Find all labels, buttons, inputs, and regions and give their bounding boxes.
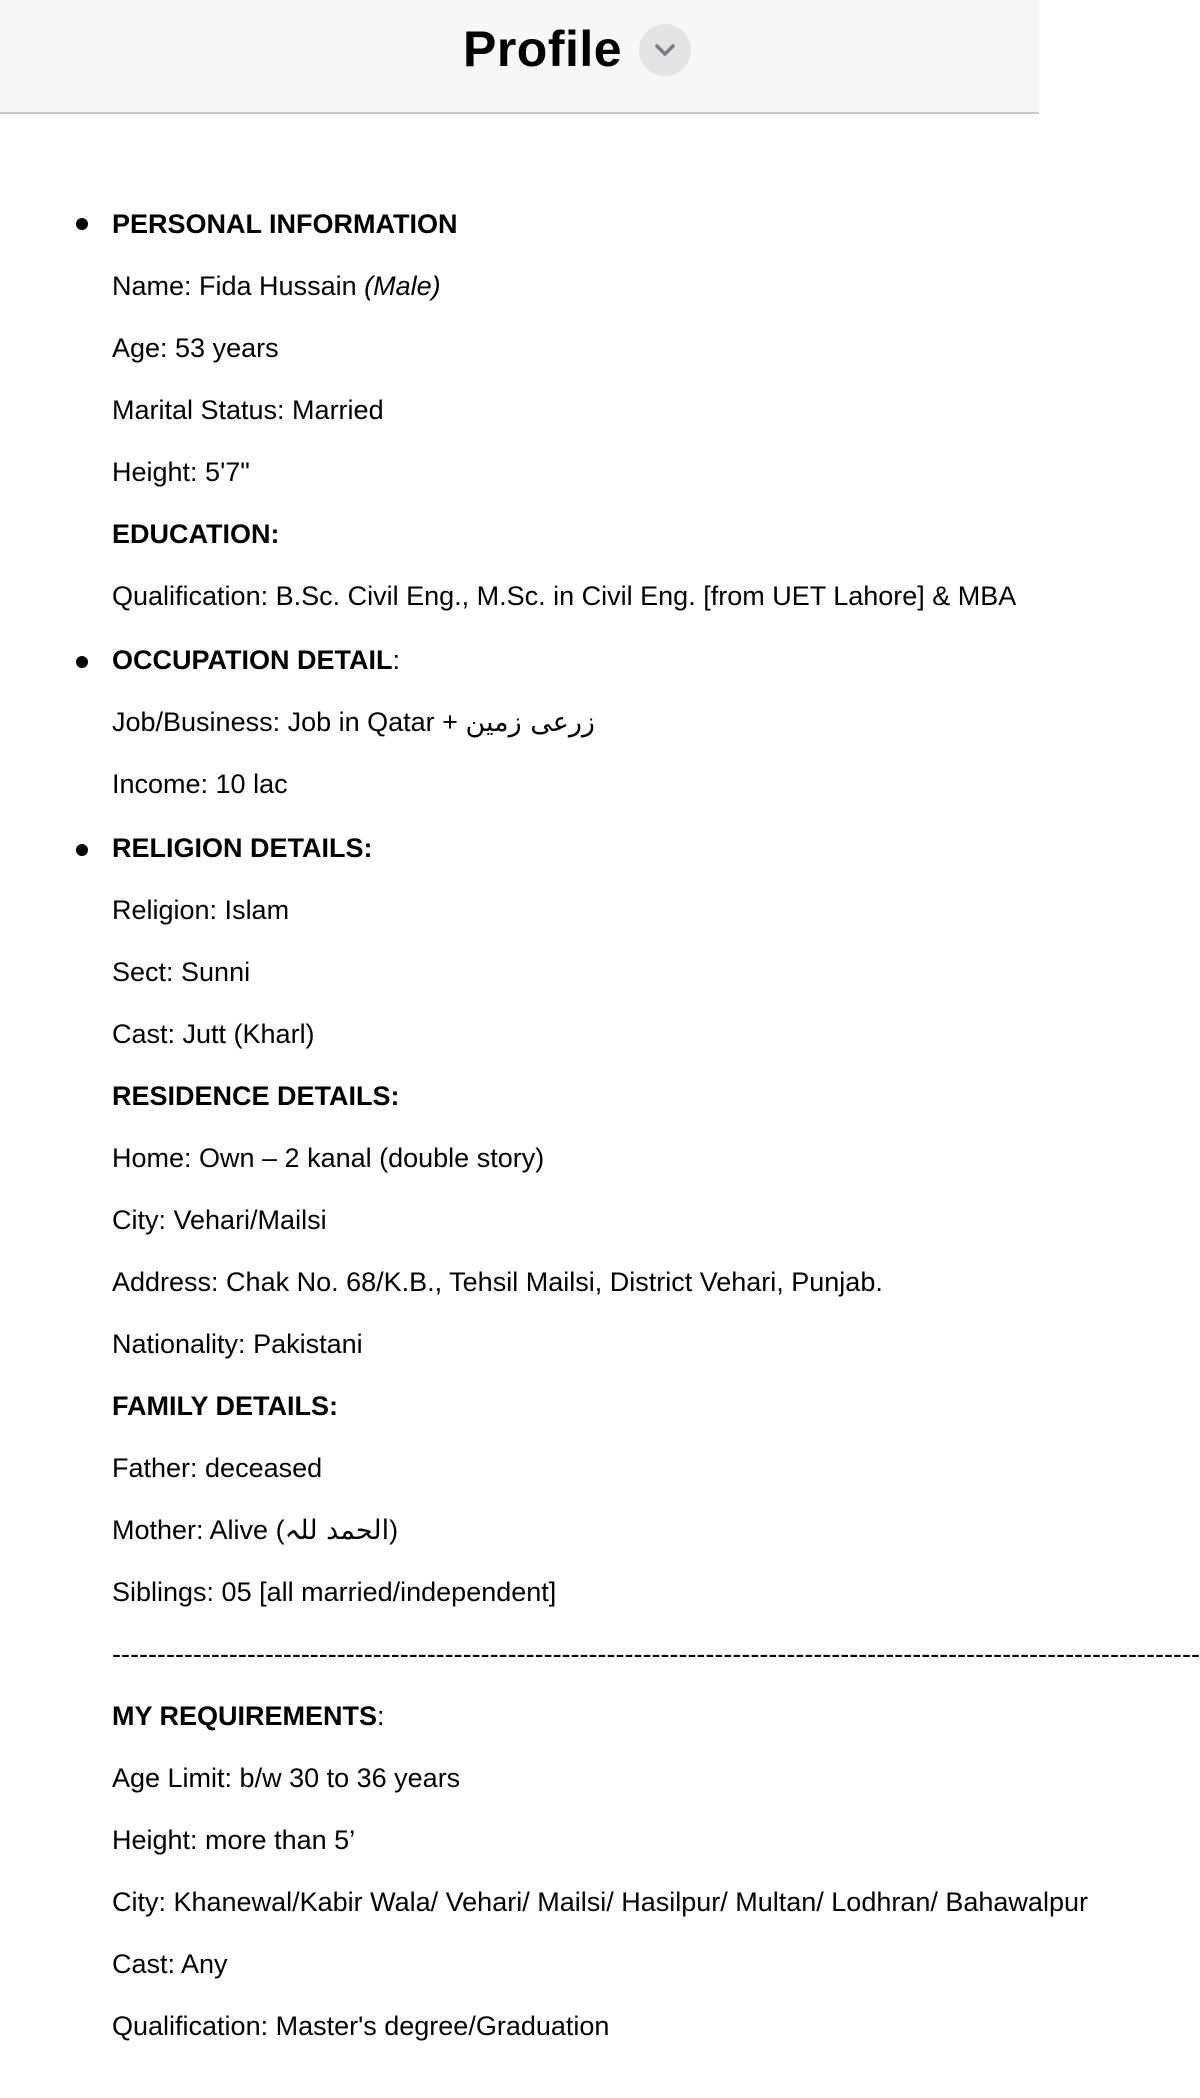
income-line: Income: 10 lac <box>112 769 288 799</box>
req-qualification-line: Qualification: Master's degree/Graduation <box>112 2011 610 2041</box>
sect-line: Sect: Sunni <box>112 957 251 987</box>
siblings-line: Siblings: 05 [all married/independent] <box>112 1577 557 1607</box>
page-title: Profile <box>463 21 623 77</box>
header-bar <box>0 0 1039 114</box>
religion-line: Religion: Islam <box>112 895 290 925</box>
document-body <box>0 114 1200 2098</box>
nationality-line: Nationality: Pakistani <box>112 1329 363 1359</box>
mother-line <box>112 1512 398 1549</box>
requirements-heading: MY REQUIREMENTS <box>112 1701 378 1731</box>
mother-close-paren: ) <box>389 1515 399 1545</box>
address-line: Address: Chak No. 68/K.B., Tehsil Mailsi, District Vehari, Punjab. <box>112 1267 883 1297</box>
name-line <box>112 268 441 304</box>
job-line <box>112 704 595 741</box>
job-urdu-text: زرعی زمین <box>465 707 595 738</box>
home-line: Home: Own – 2 kanal (double story) <box>112 1143 545 1173</box>
bullet-icon <box>76 656 88 668</box>
residence-heading: RESIDENCE DETAILS: <box>112 1081 400 1111</box>
mother-urdu-text: الحمد للہ <box>284 1515 390 1546</box>
age-line: Age: 53 years <box>112 333 279 363</box>
bullet-icon <box>76 844 88 856</box>
religion-heading: RELIGION DETAILS: <box>112 833 373 863</box>
height-line: Height: 5'7" <box>112 457 250 487</box>
marital-status-line: Marital Status: Married <box>112 395 384 425</box>
occupation-heading: OCCUPATION DETAIL <box>112 645 393 675</box>
job-label: Job/Business: Job in Qatar + <box>112 707 466 737</box>
req-city-line: City: Khanewal/Kabir Wala/ Vehari/ Mailsi/ Hasilpur/ Multan/ Lodhran/ Bahawalpur <box>112 1887 1088 1917</box>
qualification-line: Qualification: B.Sc. Civil Eng., M.Sc. in Civil Eng. [from UET Lahore] & MBA <box>112 581 1017 611</box>
chevron-down-icon <box>652 37 678 63</box>
education-heading: EDUCATION: <box>112 519 280 549</box>
family-heading: FAMILY DETAILS: <box>112 1391 339 1421</box>
req-cast-line: Cast: Any <box>112 1949 228 1979</box>
name-gender: (Male) <box>364 271 441 301</box>
occupation-heading-line <box>112 642 400 678</box>
requirements-heading-colon: : <box>377 1701 385 1731</box>
city-line: City: Vehari/Mailsi <box>112 1205 327 1235</box>
req-height-line: Height: more than 5’ <box>112 1825 356 1855</box>
title-menu-button[interactable] <box>639 24 691 76</box>
occupation-heading-colon: : <box>392 645 400 675</box>
personal-heading: PERSONAL INFORMATION <box>112 209 458 239</box>
req-age-limit-line: Age Limit: b/w 30 to 36 years <box>112 1763 461 1793</box>
requirements-heading-line <box>112 1698 385 1734</box>
section-divider: ------------------------------------------------------------------------------------------------------------------------- <box>112 1639 1200 1669</box>
mother-label: Mother: Alive ( <box>112 1515 285 1545</box>
cast-line: Cast: Jutt (Kharl) <box>112 1019 315 1049</box>
name-label: Name: Fida Hussain <box>112 271 365 301</box>
bullet-icon <box>76 218 88 230</box>
father-line: Father: deceased <box>112 1453 323 1483</box>
